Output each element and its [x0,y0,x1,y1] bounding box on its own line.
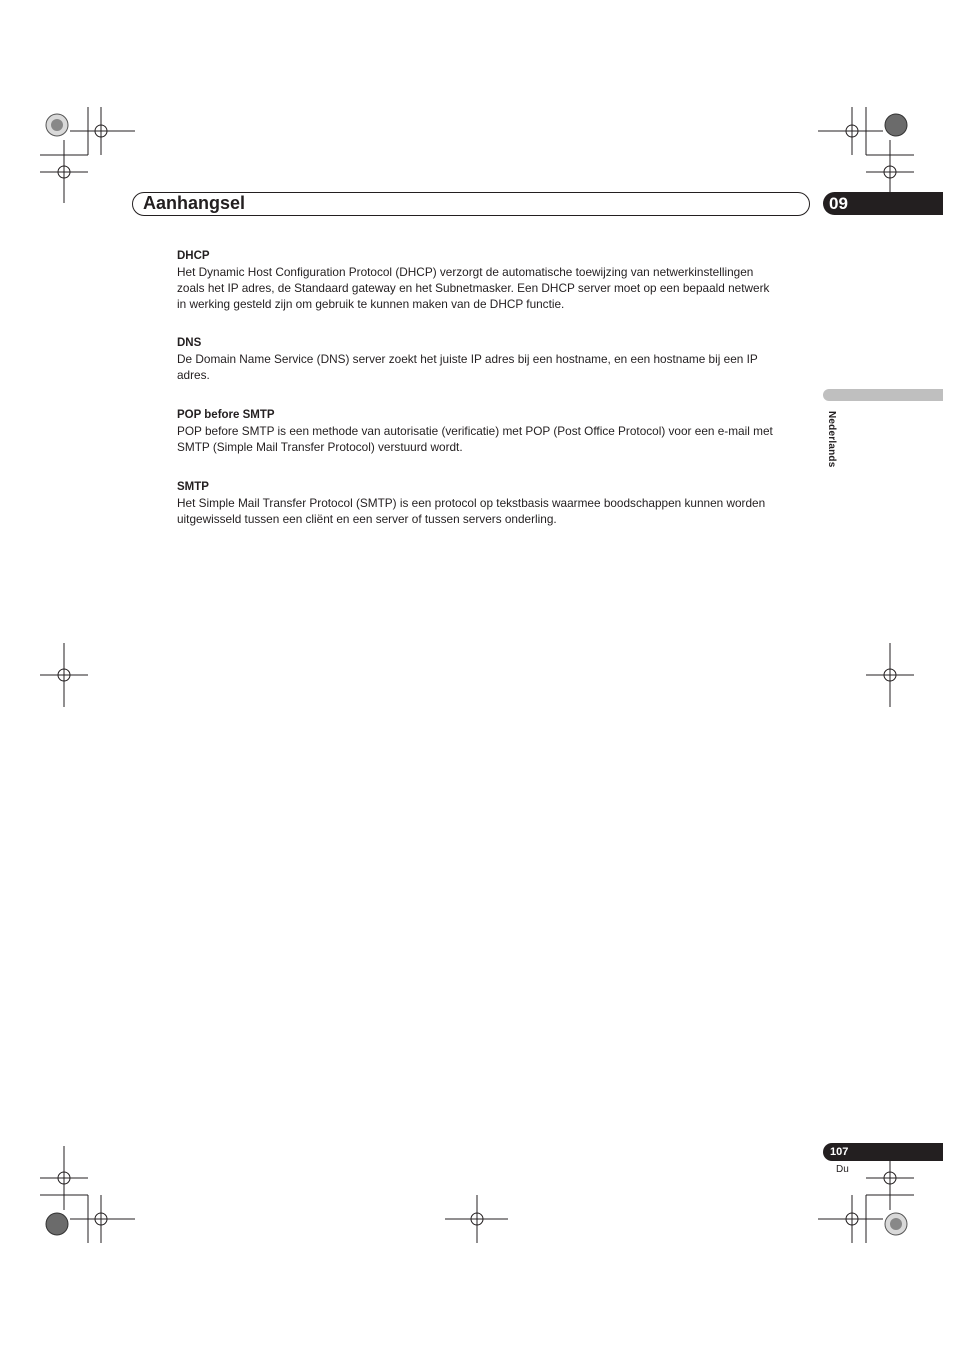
glossary-term: POP before SMTP [177,409,275,421]
glossary-definition-line: SMTP (Simple Mail Transfer Protocol) verstuurd wordt. [177,440,463,454]
language-code: Du [836,1164,849,1175]
glossary-term: DHCP [177,250,210,262]
glossary-definition-line: POP before SMTP is een methode van autorisatie (verificatie) met POP (Post Office Protocol) voor een e-mail met [177,424,773,438]
glossary-entry-smtp [177,479,809,527]
language-tab [823,389,943,401]
glossary-definition-line: in werking gesteld zijn om gebruik te kunnen maken van de DHCP functie. [177,297,565,311]
glossary-term: DNS [177,337,202,349]
chapter-title: Aanhangsel [143,193,246,213]
glossary-definition-line: zoals het IP adres, de Standaard gateway en het Subnetmasker. Een DHCP server moet op een bepaald netwerk [177,281,770,295]
glossary-definition-line: De Domain Name Service (DNS) server zoekt het juiste IP adres bij een hostname, en een hostname bij een IP [177,352,758,366]
glossary-definition-line: adres. [177,368,210,382]
glossary-entry-dns [177,335,809,383]
glossary-definition-line: Het Dynamic Host Configuration Protocol (DHCP) verzorgt de automatische toewijzing van netwerkinstellingen [177,265,754,279]
language-label: Nederlands [826,411,837,468]
chapter-number: 09 [829,194,848,213]
glossary-definition-line: Het Simple Mail Transfer Protocol (SMTP) is een protocol op tekstbasis waarmee boodschappen kunnen worden [177,496,766,510]
glossary-term: SMTP [177,481,209,493]
glossary-entry-dhcp [177,248,809,312]
glossary-entry-pop-before-smtp [177,407,809,455]
glossary-definition-line: uitgewisseld tussen een cliënt en een server of tussen servers onderling. [177,512,557,526]
page-number: 107 [830,1146,849,1158]
